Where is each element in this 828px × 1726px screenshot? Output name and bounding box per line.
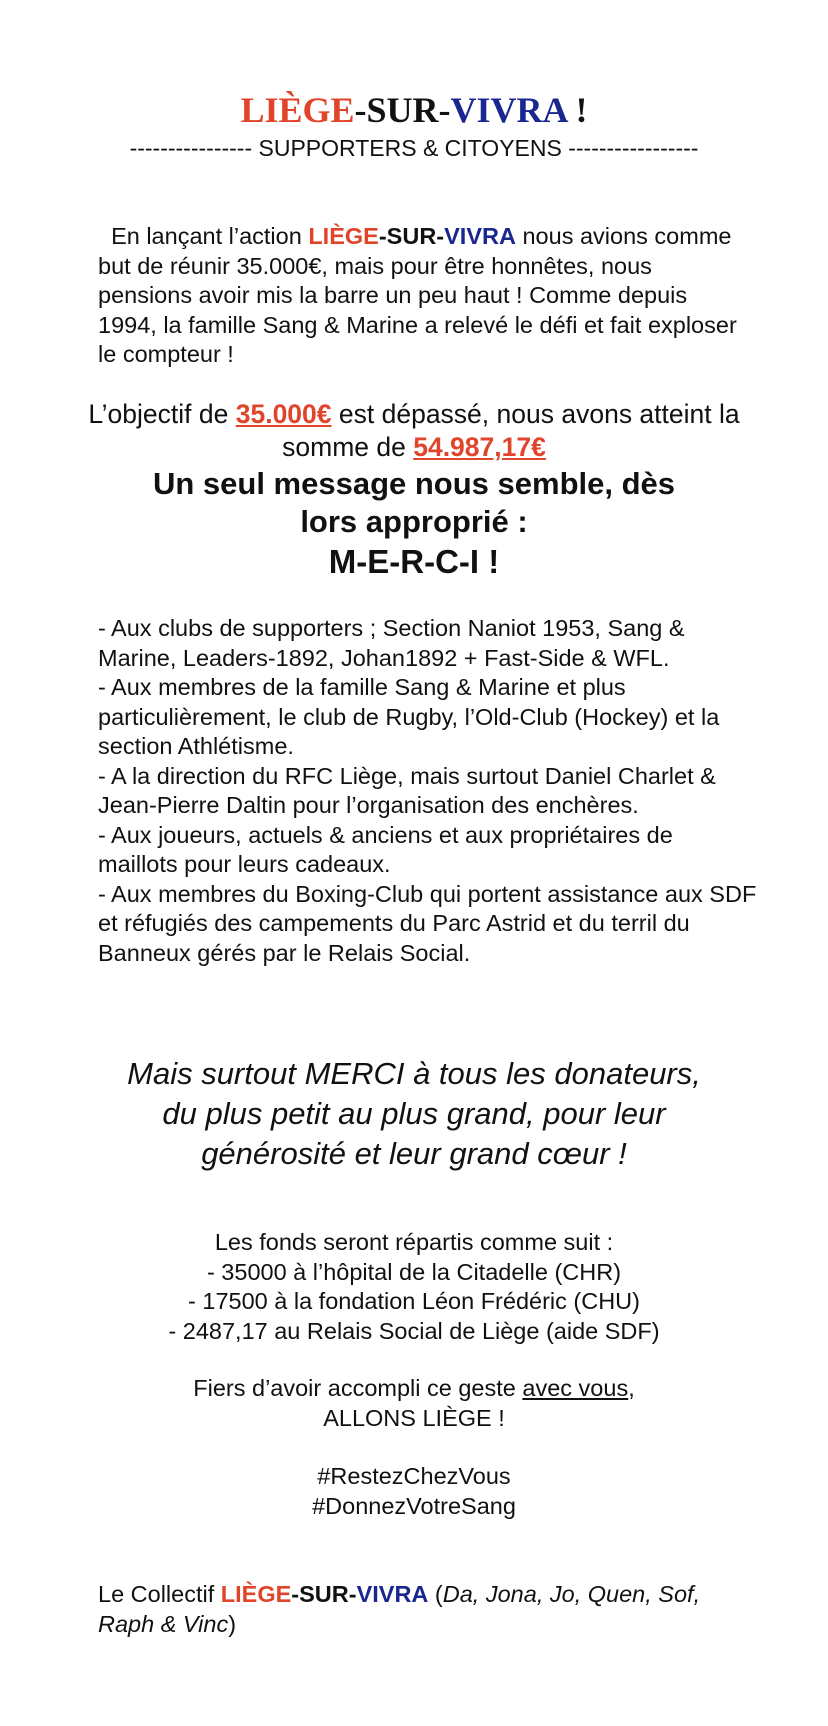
funds-allocation <box>0 1228 828 1346</box>
goal-reached-amount: 54.987,17€ <box>413 432 546 462</box>
funds-item: - 2487,17 au Relais Social de Liège (aide SDF) <box>168 1317 660 1344</box>
signature-open-paren: ( <box>428 1581 443 1607</box>
signature-brand-sur: -SUR- <box>291 1581 357 1607</box>
merci-message <box>70 465 758 583</box>
goal-target-amount: 35.000€ <box>235 399 332 429</box>
proud-text-before: Fiers d’avoir accompli ce geste <box>193 1375 523 1401</box>
message-line-2: lors approprié : <box>300 504 528 539</box>
thanks-item: - Aux joueurs, actuels & anciens et aux propriétaires de maillots pour leurs cadeaux. <box>98 821 673 877</box>
closing-statement <box>0 1374 828 1433</box>
donors-line-3: générosité et leur grand cœur ! <box>201 1136 627 1171</box>
intro-brand-sur: -SUR- <box>378 223 445 249</box>
title-vivra: VIVRA <box>450 90 567 130</box>
intro-text-after: nous avions comme but de réunir 35.000€, mais pour être honnêtes, nous pensions avoir mis la barre un peu haut ! Comme depuis 1994, la famille Sang & Marine a relevé le défi et fait exploser le compteur ! <box>98 223 737 367</box>
funds-heading: Les fonds seront répartis comme suit : <box>214 1229 614 1255</box>
signature-brand-vivra: VIVRA <box>356 1581 429 1607</box>
thanks-item: - Aux membres du Boxing-Club qui portent assistance aux SDF et réfugiés des campements du Parc Astrid et du terril du Banneux gérés par le Relais Social. <box>98 880 757 966</box>
title-exclamation: ! <box>566 90 588 130</box>
hashtag-give-blood: #DonnezVotreSang <box>312 1492 516 1519</box>
cheer-line: ALLONS LIÈGE ! <box>323 1404 505 1431</box>
goal-text-1: L’objectif de <box>88 399 236 429</box>
message-line-1: Un seul message nous semble, dès <box>152 466 676 501</box>
title-sur: -SUR- <box>354 90 451 130</box>
proud-text-after: , <box>628 1375 635 1401</box>
proud-underlined: avec vous <box>522 1375 629 1401</box>
hashtag-stay-home: #RestezChezVous <box>317 1463 511 1489</box>
signature-brand-liege: LIÈGE <box>220 1581 292 1607</box>
thanks-item: - Aux membres de la famille Sang & Marine et plus particulièrement, le club de Rugby, l’Old-Club (Hockey) et la section Athlétisme. <box>98 674 720 759</box>
donors-line-1: Mais surtout MERCI à tous les donateurs, <box>127 1056 701 1091</box>
intro-brand-liege: LIÈGE <box>308 223 379 249</box>
intro-text-before: En lançant l’action <box>111 223 309 249</box>
thanks-list <box>98 614 758 968</box>
signature-prefix: Le Collectif <box>98 1581 221 1607</box>
subtitle: ---------------- SUPPORTERS & CITOYENS ----------------- <box>129 135 699 161</box>
funds-item: - 17500 à la fondation Léon Frédéric (CHU) <box>188 1288 640 1314</box>
signature-close-paren: ) <box>228 1610 237 1637</box>
page-title <box>0 88 828 132</box>
hashtags <box>0 1462 828 1521</box>
donors-line-2: du plus petit au plus grand, pour leur <box>162 1096 666 1131</box>
signature <box>98 1580 748 1639</box>
goal-text-2: est dépassé, nous avons atteint la somme de <box>282 399 740 462</box>
signature-names: Da, Jona, Jo, Quen, Sof, Raph & Vinc <box>98 1581 701 1637</box>
funds-item: - 35000 à l’hôpital de la Citadelle (CHR) <box>206 1258 622 1285</box>
intro-brand-vivra: VIVRA <box>444 223 516 249</box>
title-liege: LIÈGE <box>240 90 355 130</box>
proud-line <box>0 1374 828 1404</box>
message-merci: M-E-R-C-I ! <box>328 543 500 580</box>
thanks-item: - Aux clubs de supporters ; Section Naniot 1953, Sang & Marine, Leaders-1892, Johan1892 + Fast-Side & WFL. <box>98 615 685 671</box>
goal-paragraph <box>70 398 758 464</box>
donors-thanks <box>60 1054 768 1174</box>
intro-paragraph <box>98 222 748 370</box>
thanks-item: - A la direction du RFC Liège, mais surtout Daniel Charlet & Jean-Pierre Daltin pour l’organisation des enchères. <box>98 762 716 818</box>
